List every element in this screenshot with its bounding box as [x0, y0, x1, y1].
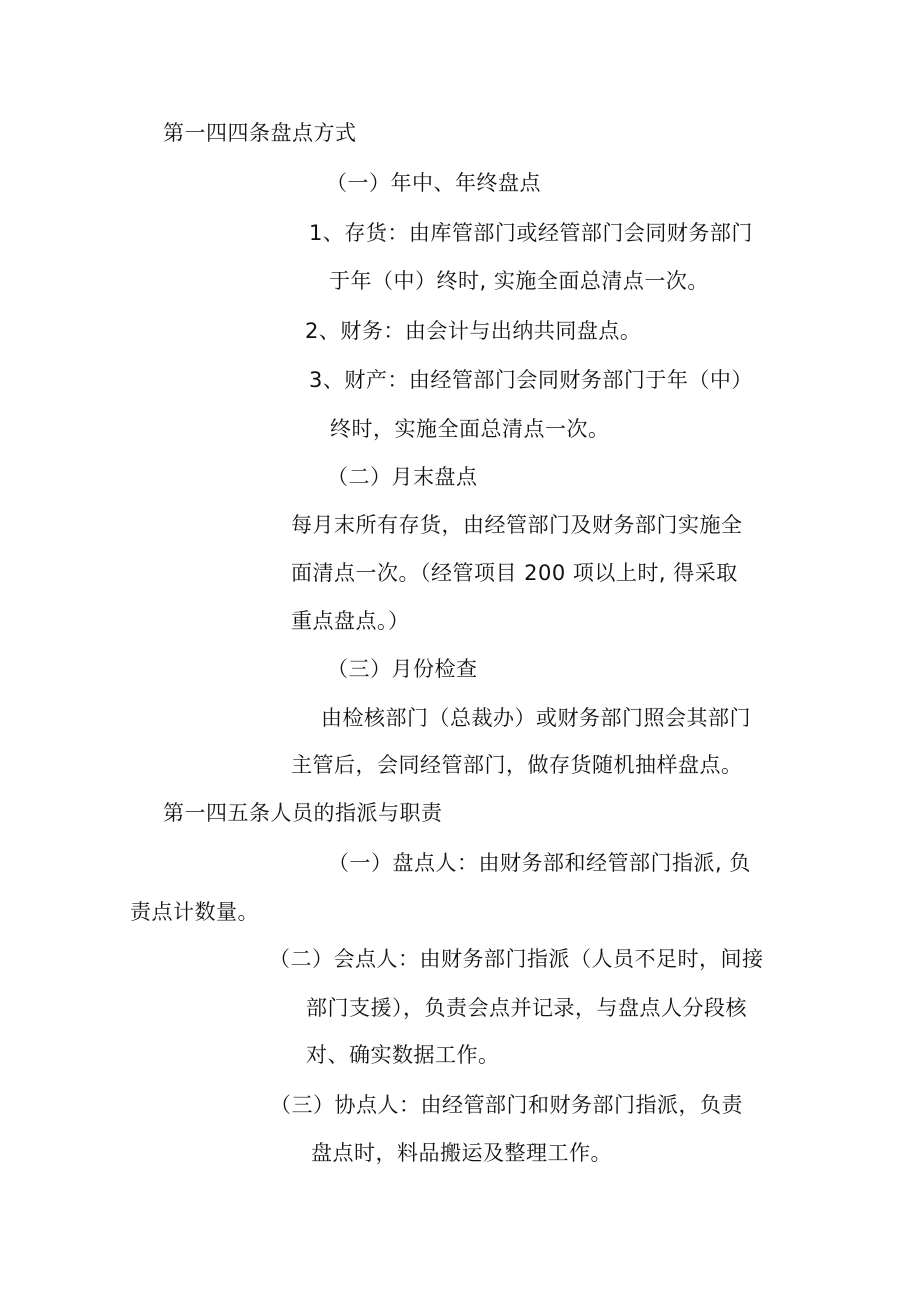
section-1-title: （一）年中、年终盘点 — [326, 171, 541, 195]
section-2-text-line-2: 面清点一次。（经管项目 200 项以上时, 得采取 — [291, 561, 738, 585]
section-3-text-line-1: 由检核部门（总裁办）或财务部门照会其部门 — [321, 706, 751, 730]
section-1-item-1-line-1: 1、存货：由库管部门或经管部门会同财务部门 — [309, 221, 753, 245]
section-1-item-3-line-2: 终时，实施全面总清点一次。 — [330, 417, 610, 441]
section-2-title: （二）月末盘点 — [327, 465, 478, 489]
section-1-item-3-line-1: 3、财产：由经管部门会同财务部门于年（中） — [309, 368, 753, 392]
role-1-line-1: （一）盘点人：由财务部和经管部门指派, 负 — [328, 851, 751, 875]
section-3-title: （三）月份检查 — [327, 657, 478, 681]
article-144-heading: 第一四四条盘点方式 — [163, 121, 357, 145]
section-3-text-line-2: 主管后，会同经管部门，做存货随机抽样盘点。 — [291, 753, 743, 777]
section-1-item-1-line-2: 于年（中）终时, 实施全面总清点一次。 — [329, 269, 709, 293]
section-2-text-line-3: 重点盘点。） — [291, 609, 410, 633]
role-3-line-2: 盘点时，料品搬运及整理工作。 — [311, 1141, 612, 1165]
role-2-line-1: （二）会点人：由财务部门指派（人员不足时，间接 — [269, 947, 764, 971]
article-145-heading: 第一四五条人员的指派与职责 — [163, 801, 443, 825]
role-2-line-3: 对、确实数据工作。 — [306, 1043, 500, 1067]
role-1-line-2: 责点计数量。 — [130, 900, 259, 924]
section-1-item-2: 2、财务：由会计与出纳共同盘点。 — [305, 319, 642, 343]
role-3-line-1: （三）协点人：由经管部门和财务部门指派，负责 — [270, 1093, 743, 1117]
section-2-text-line-1: 每月末所有存货，由经管部门及财务部门实施全 — [291, 513, 743, 537]
role-2-line-2: 部门支援），负责会点并记录，与盘点人分段核 — [306, 996, 747, 1020]
